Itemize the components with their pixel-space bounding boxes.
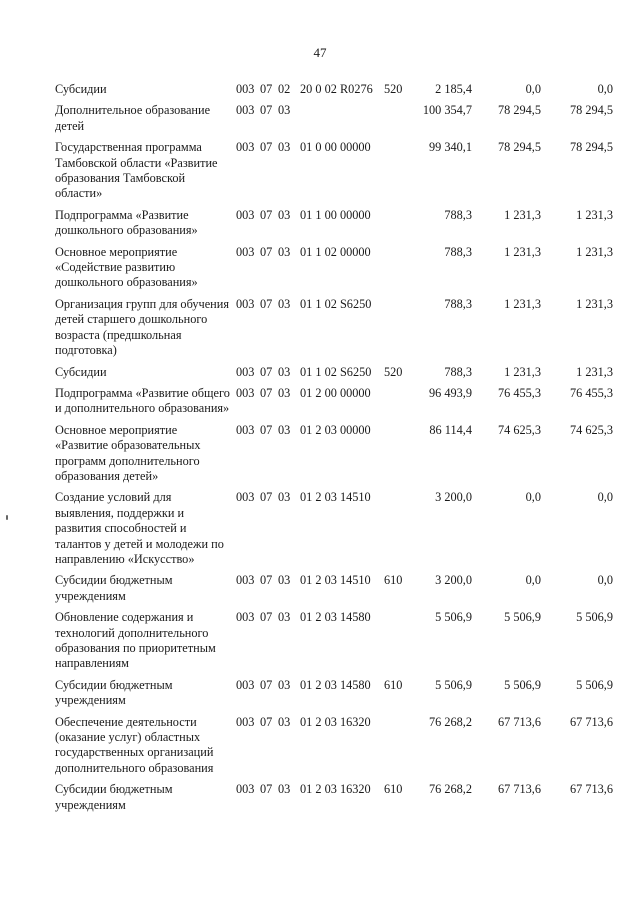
row-subsection-code: 03 bbox=[278, 385, 291, 400]
row-value-year-3: 78 294,5 bbox=[569, 140, 613, 155]
row-name: Субсидии бюджетным учреждениям bbox=[55, 573, 173, 603]
row-value-year-1: 788,3 bbox=[444, 296, 472, 311]
row-section-code: 07 bbox=[260, 677, 273, 692]
row-subsection-code: 03 bbox=[278, 422, 291, 437]
row-admin-code: 003 bbox=[236, 782, 255, 797]
row-expense-type: 520 bbox=[384, 82, 403, 96]
row-value-year-2: 76 455,3 bbox=[497, 385, 541, 400]
row-name: Дополнительное образование детей bbox=[55, 103, 211, 133]
page-number: 47 bbox=[313, 45, 327, 60]
row-expense-type: 610 bbox=[384, 782, 403, 797]
row-target-article: 01 1 02 00000 bbox=[300, 244, 371, 259]
row-value-year-3: 5 506,9 bbox=[576, 610, 613, 625]
row-value-year-3: 78 294,5 bbox=[569, 103, 613, 118]
row-name: Субсидии bbox=[55, 82, 107, 96]
row-admin-code: 003 bbox=[236, 207, 255, 222]
row-admin-code: 003 bbox=[236, 82, 255, 96]
row-admin-code: 003 bbox=[236, 490, 255, 505]
row-value-year-2: 74 625,3 bbox=[497, 422, 541, 437]
row-value-year-1: 100 354,7 bbox=[422, 103, 472, 118]
row-value-year-1: 788,3 bbox=[444, 364, 472, 379]
row-value-year-1: 96 493,9 bbox=[428, 385, 472, 400]
row-section-code: 07 bbox=[260, 422, 273, 437]
row-name: Обеспечение деятельности (оказание услуг) областных государственных организаций дополнительного образования bbox=[55, 714, 214, 775]
row-value-year-2: 1 231,3 bbox=[504, 364, 541, 379]
row-value-year-2: 5 506,9 bbox=[504, 610, 541, 625]
row-name: Подпрограмма «Развитие общего и дополнительного образования» bbox=[55, 385, 230, 416]
row-target-article: 01 2 03 14510 bbox=[300, 573, 371, 588]
row-target-article: 01 2 03 14580 bbox=[300, 610, 371, 625]
table-row bbox=[0, 490, 640, 567]
table-row bbox=[0, 140, 640, 202]
row-admin-code: 003 bbox=[236, 610, 255, 625]
row-section-code: 07 bbox=[260, 207, 273, 222]
row-subsection-code: 02 bbox=[278, 82, 291, 96]
row-section-code: 07 bbox=[260, 610, 273, 625]
row-section-code: 07 bbox=[260, 82, 273, 96]
row-name: Основное мероприятие «Развитие образовательных программ дополнительного образования детей» bbox=[55, 422, 201, 483]
row-admin-code: 003 bbox=[236, 103, 255, 118]
row-name: Основное мероприятие «Содействие развитию дошкольного образования» bbox=[55, 244, 198, 290]
table-row bbox=[0, 365, 640, 380]
row-value-year-2: 1 231,3 bbox=[504, 207, 541, 222]
row-name: Подпрограмма «Развитие дошкольного образования» bbox=[55, 207, 198, 238]
row-value-year-3: 1 231,3 bbox=[576, 364, 613, 379]
row-expense-type: 610 bbox=[384, 677, 403, 692]
table-row bbox=[0, 610, 640, 672]
row-value-year-3: 1 231,3 bbox=[576, 244, 613, 259]
row-value-year-1: 788,3 bbox=[444, 244, 472, 259]
margin-mark bbox=[6, 515, 8, 520]
row-target-article: 01 2 03 14580 bbox=[300, 677, 371, 692]
row-target-article: 01 1 02 S6250 bbox=[300, 296, 372, 311]
table-row bbox=[0, 245, 640, 291]
row-section-code: 07 bbox=[260, 573, 273, 588]
row-subsection-code: 03 bbox=[278, 364, 291, 379]
row-subsection-code: 03 bbox=[278, 244, 291, 259]
row-value-year-1: 76 268,2 bbox=[428, 782, 472, 797]
row-value-year-3: 0,0 bbox=[597, 82, 613, 96]
row-target-article: 01 2 03 14510 bbox=[300, 490, 371, 505]
row-subsection-code: 03 bbox=[278, 677, 291, 692]
row-name: Организация групп для обучения детей старшего дошкольного возраста (предшкольная подготовка) bbox=[55, 296, 229, 358]
row-admin-code: 003 bbox=[236, 422, 255, 437]
row-value-year-1: 99 340,1 bbox=[428, 140, 472, 155]
row-value-year-1: 2 185,4 bbox=[435, 82, 472, 96]
row-name: Создание условий для выявления, поддержки и развития способностей и талантов у детей и молодежи по направлению «Искусство» bbox=[55, 490, 224, 566]
row-name: Государственная программа Тамбовской области «Развитие образования Тамбовской области» bbox=[55, 140, 218, 201]
row-name: Обновление содержания и технологий дополнительного образования по приоритетным направлениям bbox=[55, 610, 216, 671]
table-row bbox=[0, 678, 640, 709]
row-value-year-2: 1 231,3 bbox=[504, 244, 541, 259]
row-target-article: 01 2 03 16320 bbox=[300, 714, 371, 729]
row-subsection-code: 03 bbox=[278, 490, 291, 505]
row-value-year-2: 78 294,5 bbox=[497, 140, 541, 155]
row-subsection-code: 03 bbox=[278, 207, 291, 222]
row-section-code: 07 bbox=[260, 244, 273, 259]
table-row bbox=[0, 82, 640, 97]
row-value-year-1: 3 200,0 bbox=[435, 490, 472, 505]
row-name: Субсидии бюджетным учреждениям bbox=[55, 782, 173, 812]
row-subsection-code: 03 bbox=[278, 782, 291, 797]
row-value-year-2: 67 713,6 bbox=[497, 714, 541, 729]
row-subsection-code: 03 bbox=[278, 103, 291, 118]
row-value-year-1: 86 114,4 bbox=[429, 422, 472, 437]
row-value-year-2: 78 294,5 bbox=[497, 103, 541, 118]
row-name: Субсидии бюджетным учреждениям bbox=[55, 677, 173, 708]
row-value-year-2: 0,0 bbox=[525, 82, 541, 96]
row-target-article: 01 2 00 00000 bbox=[300, 385, 371, 400]
row-value-year-2: 1 231,3 bbox=[504, 296, 541, 311]
row-value-year-3: 0,0 bbox=[597, 490, 613, 505]
row-value-year-1: 76 268,2 bbox=[428, 714, 472, 729]
table-row bbox=[0, 782, 640, 813]
row-value-year-3: 67 713,6 bbox=[569, 714, 613, 729]
row-target-article: 01 1 02 S6250 bbox=[300, 364, 372, 379]
row-admin-code: 003 bbox=[236, 714, 255, 729]
row-target-article: 01 2 03 00000 bbox=[300, 422, 371, 437]
row-admin-code: 003 bbox=[236, 573, 255, 588]
table-row bbox=[0, 297, 640, 359]
table-row bbox=[0, 208, 640, 239]
row-section-code: 07 bbox=[260, 364, 273, 379]
row-section-code: 07 bbox=[260, 782, 273, 797]
row-target-article: 20 0 02 R0276 bbox=[300, 82, 373, 96]
row-target-article: 01 0 00 00000 bbox=[300, 140, 371, 155]
row-section-code: 07 bbox=[260, 296, 273, 311]
row-subsection-code: 03 bbox=[278, 610, 291, 625]
row-target-article: 01 2 03 16320 bbox=[300, 782, 371, 797]
table-row bbox=[0, 386, 640, 417]
budget-table bbox=[0, 82, 640, 819]
row-value-year-3: 5 506,9 bbox=[576, 677, 613, 692]
row-subsection-code: 03 bbox=[278, 714, 291, 729]
row-admin-code: 003 bbox=[236, 364, 255, 379]
row-section-code: 07 bbox=[260, 103, 273, 118]
row-admin-code: 003 bbox=[236, 296, 255, 311]
row-admin-code: 003 bbox=[236, 677, 255, 692]
row-value-year-2: 0,0 bbox=[525, 573, 541, 588]
row-value-year-1: 788,3 bbox=[444, 207, 472, 222]
row-section-code: 07 bbox=[260, 385, 273, 400]
table-row bbox=[0, 715, 640, 777]
row-target-article: 01 1 00 00000 bbox=[300, 207, 371, 222]
row-value-year-1: 3 200,0 bbox=[435, 573, 472, 588]
row-admin-code: 003 bbox=[236, 385, 255, 400]
row-value-year-2: 0,0 bbox=[525, 490, 541, 505]
row-value-year-1: 5 506,9 bbox=[435, 677, 472, 692]
row-subsection-code: 03 bbox=[278, 573, 291, 588]
row-expense-type: 520 bbox=[384, 364, 403, 379]
row-admin-code: 003 bbox=[236, 244, 255, 259]
row-value-year-3: 1 231,3 bbox=[576, 296, 613, 311]
table-row bbox=[0, 573, 640, 604]
row-section-code: 07 bbox=[260, 140, 273, 155]
row-subsection-code: 03 bbox=[278, 296, 291, 311]
row-subsection-code: 03 bbox=[278, 140, 291, 155]
row-value-year-3: 1 231,3 bbox=[576, 207, 613, 222]
row-value-year-3: 67 713,6 bbox=[569, 782, 613, 797]
row-name: Субсидии bbox=[55, 364, 107, 379]
row-value-year-2: 67 713,6 bbox=[497, 782, 541, 797]
row-admin-code: 003 bbox=[236, 140, 255, 155]
row-value-year-3: 74 625,3 bbox=[569, 422, 613, 437]
table-row bbox=[0, 103, 640, 134]
row-expense-type: 610 bbox=[384, 573, 403, 588]
table-row bbox=[0, 423, 640, 485]
row-value-year-3: 0,0 bbox=[597, 573, 613, 588]
row-section-code: 07 bbox=[260, 714, 273, 729]
row-value-year-1: 5 506,9 bbox=[435, 610, 472, 625]
row-section-code: 07 bbox=[260, 490, 273, 505]
row-value-year-2: 5 506,9 bbox=[504, 677, 541, 692]
row-value-year-3: 76 455,3 bbox=[569, 385, 613, 400]
